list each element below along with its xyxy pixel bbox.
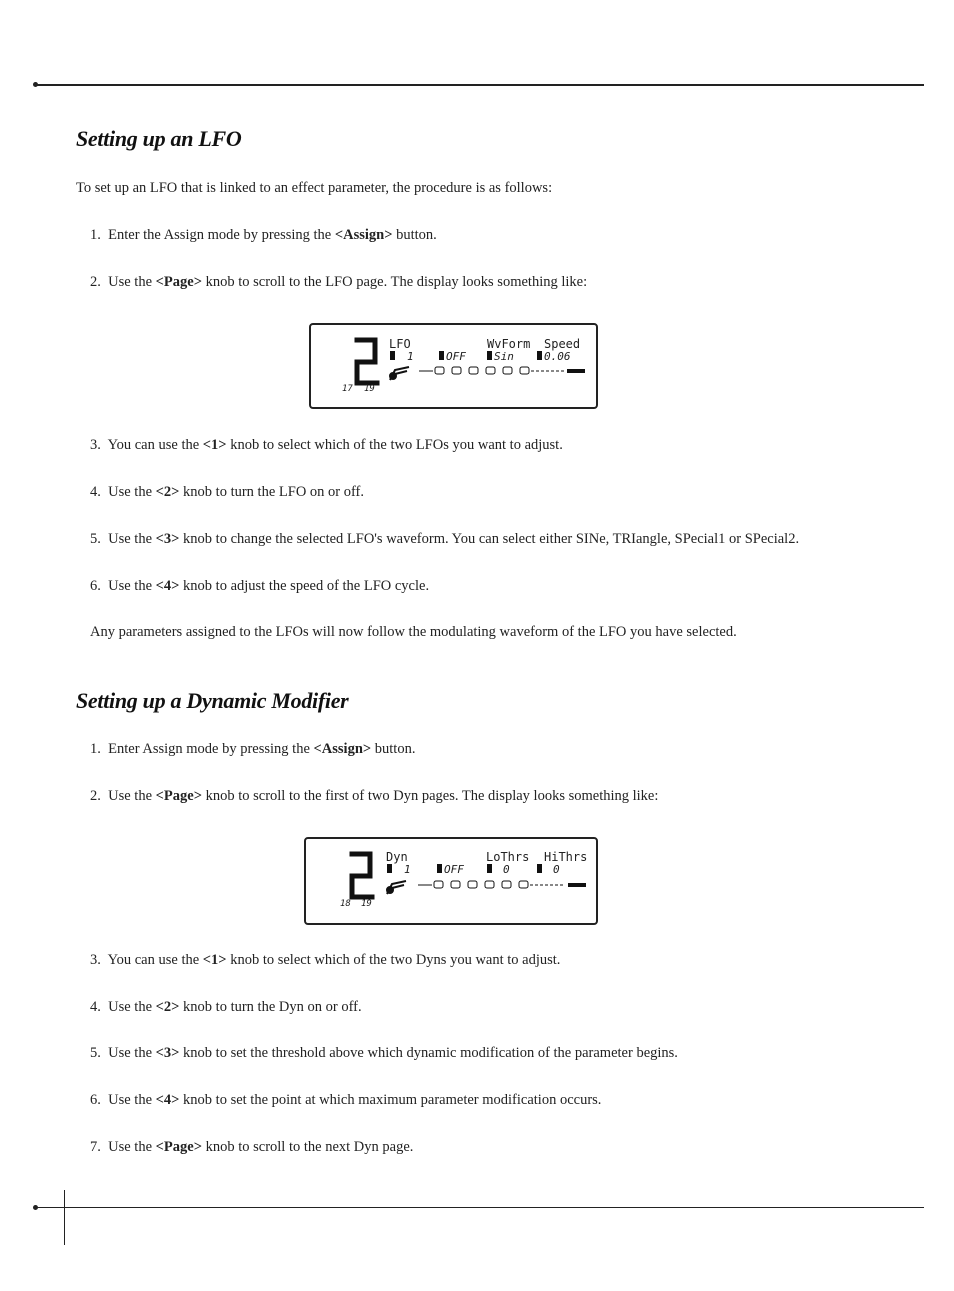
lcd-val4: 0.06	[544, 350, 571, 363]
lcd-val2: OFF	[444, 863, 464, 876]
lfo-step-4: 4. Use the <2> knob to turn the LFO on or off.	[90, 484, 365, 500]
lcd-cursor-block-3	[487, 864, 492, 873]
lfo-step-1: 1. Enter the Assign mode by pressing the <Assign> button.	[90, 227, 437, 243]
lcd-page-right: 19	[361, 899, 372, 909]
lfo-lcd-display	[309, 323, 598, 409]
lcd-cursor-block-2	[437, 864, 442, 873]
lcd-page-name: LFO	[389, 337, 411, 351]
dyn-step-3: 3. You can use the <1> knob to select which of the two Dyns you want to adjust.	[90, 952, 561, 968]
lfo-step-3: 3. You can use the <1> knob to select which of the two LFOs you want to adjust.	[90, 437, 563, 453]
dyn-step-2: 2. Use the <Page> knob to scroll to the first of two Dyn pages. The display looks something like:	[90, 788, 659, 804]
lfo-note: Any parameters assigned to the LFOs will now follow the modulating waveform of the LFO you have selected.	[90, 624, 737, 640]
lcd-cursor-block-1	[390, 351, 395, 360]
top-rule	[36, 84, 924, 86]
lcd-val1: 1	[404, 863, 411, 876]
dyn-step-6: 6. Use the <4> knob to set the point at which maximum parameter modification occurs.	[90, 1092, 602, 1108]
bottom-rule	[36, 1207, 924, 1208]
lcd-big-digit	[357, 340, 377, 383]
lcd-cursor-block-2	[439, 351, 444, 360]
lcd-page-left: 17	[342, 384, 353, 394]
dyn-step-7: 7. Use the <Page> knob to scroll to the next Dyn page.	[90, 1139, 414, 1155]
lfo-step-5: 5. Use the <3> knob to change the selected LFO's waveform. You can select either SINe, TRIangle, SPecial1 or SPecial2.	[90, 531, 800, 547]
lcd-meter-end	[568, 883, 586, 887]
lcd-cursor-block-4	[537, 864, 542, 873]
lcd-val1: 1	[407, 350, 414, 363]
lcd-cursor-block-1	[387, 864, 392, 873]
lcd-col4-header: Speed	[544, 337, 581, 351]
dyn-lcd-display	[304, 837, 598, 925]
lcd-meter-bar	[419, 367, 565, 374]
lcd-page-right: 19	[364, 384, 375, 394]
lcd-col3-header: WvForm	[487, 337, 531, 351]
dyn-step-1: 1. Enter Assign mode by pressing the <Assign> button.	[90, 741, 416, 757]
lcd-page-name: Dyn	[386, 850, 408, 864]
lcd-val3: 0	[503, 863, 510, 876]
lfo-step-6: 6. Use the <4> knob to adjust the speed of the LFO cycle.	[90, 578, 430, 594]
lcd-hand-icon	[390, 367, 409, 380]
lcd-big-digit	[352, 854, 372, 897]
lfo-intro: To set up an LFO that is linked to an effect parameter, the procedure is as follows:	[76, 180, 553, 196]
lcd-hand-icon	[387, 881, 406, 894]
dyn-section-title: Setting up a Dynamic Modifier	[76, 688, 349, 713]
lcd-col3-header: LoThrs	[486, 850, 530, 864]
lcd-val2: OFF	[446, 350, 466, 363]
lcd-cursor-block-3	[487, 351, 492, 360]
lcd-val3: Sin	[494, 350, 514, 363]
bottom-vertical-rule	[64, 1190, 65, 1245]
lcd-meter-bar	[418, 881, 564, 888]
lcd-col4-header: HiThrs	[544, 850, 588, 864]
dyn-step-4: 4. Use the <2> knob to turn the Dyn on or off.	[90, 999, 362, 1015]
lcd-meter-end	[567, 369, 585, 373]
lcd-cursor-block-4	[537, 351, 542, 360]
lcd-page-left: 18	[340, 899, 351, 909]
lfo-section-title: Setting up an LFO	[76, 126, 242, 151]
lfo-step-2: 2. Use the <Page> knob to scroll to the LFO page. The display looks something like:	[90, 274, 588, 290]
lcd-val4: 0	[553, 863, 560, 876]
dyn-step-5: 5. Use the <3> knob to set the threshold above which dynamic modification of the parameter begins.	[90, 1045, 678, 1061]
